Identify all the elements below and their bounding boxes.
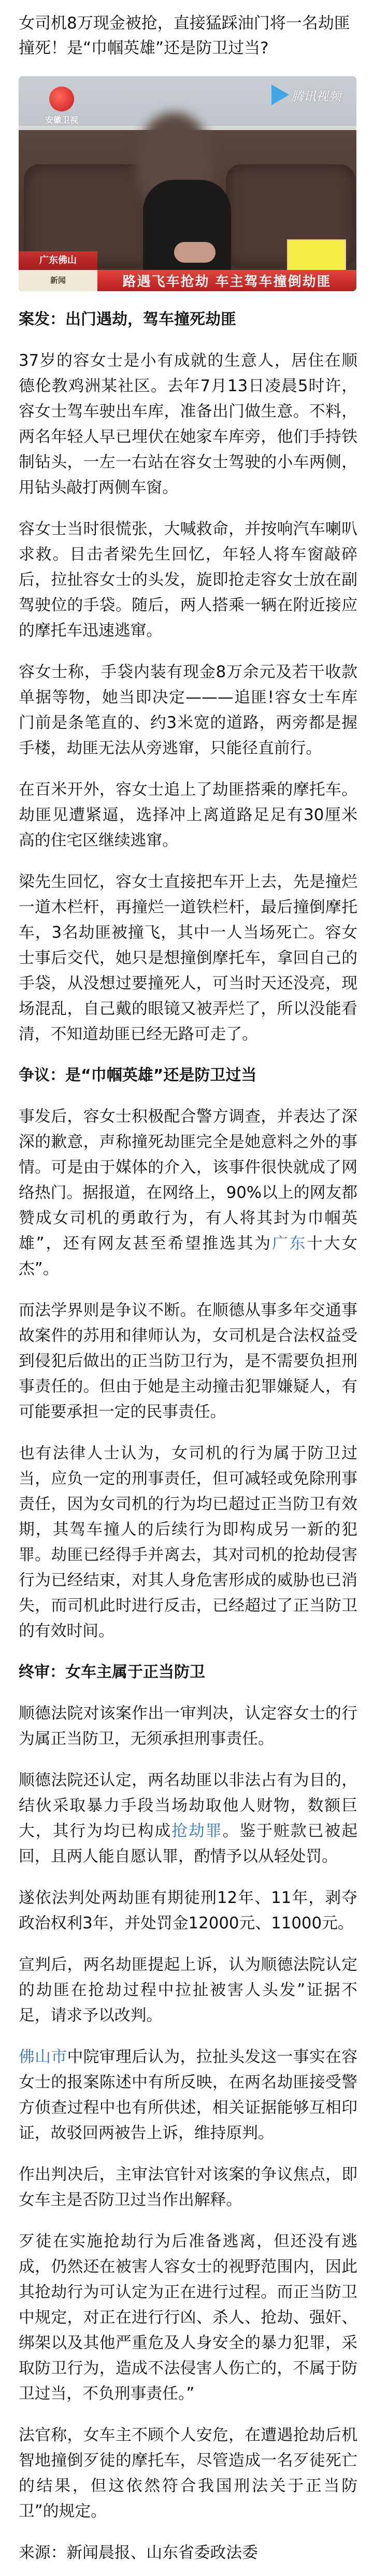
paragraph xyxy=(19,1104,357,1282)
article-image[interactable] xyxy=(19,76,356,291)
paragraph xyxy=(19,2044,357,2146)
text-segment: 法官称，女车主不顾个人安危，在遭遇抢劫后机智地撞倒歹徒的摩托车，尽管造成一名歹徒死亡的结果，但这依然符合我国刑法关于正当防卫”的规定。 xyxy=(19,2426,357,2521)
article-title: 女司机8万现金被抢，直接猛踩油门将一名劫匪撞死！是“巾帼英雄”还是防卫过当? xyxy=(19,14,350,58)
text-segment: 来源：新闻晨报、山东省委政法委 xyxy=(19,2543,258,2562)
text-segment: 终审：女车主属于正当防卫 xyxy=(19,1663,205,1681)
paragraph xyxy=(19,2423,357,2524)
inline-link[interactable]: 佛山市 xyxy=(19,2048,67,2066)
section-heading xyxy=(19,1063,357,1088)
channel-logo-icon xyxy=(49,87,74,111)
paragraph xyxy=(19,2229,357,2407)
paragraph xyxy=(19,777,357,853)
channel-logo: 安徽卫视 xyxy=(38,87,85,125)
text-segment: 37岁的容女士是小有成就的生意人，居住在顺德伦教鸡洲某社区。去年7月13日凌晨5时许，容女士驾车驶出车库，准备出门做生意。不料，两名年轻人早已埋伏在她家车库旁，他们手持铁制钻头，一左一右站在容女士驾驶的小车两侧，用钻头敲打两侧车窗。 xyxy=(19,351,357,497)
text-segment: 梁先生回忆，容女士直接把车开上去，先是撞烂一道木栏杆，再撞烂一道铁栏杆，最后撞倒摩托车，3名劫匪被撞飞，其中一人当场死亡。容女士事后交代，她只是想撞倒摩托车，拿回自己的手袋，从没想过要撞死人，可当时天还没亮，现场混乱，自己戴的眼镜又被弄烂了，所以没能看清，不知道劫匪已经无路可走了。 xyxy=(19,872,357,1043)
program-logo: 新闻 xyxy=(19,270,97,291)
text-segment: 作出判决后，主审法官针对该案的争议焦点，即女车主是否防卫过当作出解释。 xyxy=(19,2165,357,2209)
text-segment: 顺德法院对该案作出一审判决，认定容女士的行为属正当防卫，无须承担刑事责任。 xyxy=(19,1704,357,1748)
text-segment: 顺德法院还认定，两名劫匪以非法占有为目的，结伙采取暴力手段当场劫取他人财物，数额巨大，其行为均已构成 xyxy=(19,1771,357,1840)
text-segment: 事发后，容女士积极配合警方调查，并表达了深深的歉意，声称撞死劫匪完全是她意料之外的事情。可是由于媒体的介入，该事件很快就成了网络热门。据报道，在网络上，90%以上的网友都赞成女司机的勇敢行为，有人将其封为巾帼英雄”，还有网友甚至希望推选其为 xyxy=(19,1107,357,1253)
paragraph xyxy=(19,348,357,500)
paragraph xyxy=(19,517,357,643)
section-heading xyxy=(19,1660,357,1685)
text-segment: 案发：出门遇劫，驾车撞死劫匪 xyxy=(19,310,236,328)
text-segment: 宣判后，两名劫匪提起上诉，认为顺德法院认定的劫匪在抢劫过程中拉扯被害人头发”证据不足，请求予以改判。 xyxy=(19,1955,357,2025)
inline-link[interactable]: 抢劫罪 xyxy=(171,1822,223,1840)
text-segment: 。鉴于赃款已被起回，且两人能自愿认罪，酌情予以从轻处罚。 xyxy=(19,1822,358,1866)
text-segment: 而法学界则是争议不断。在顺德从事多年交通事故案件的苏用和律师认为，女司机是合法权益受到侵犯后做出的正当防卫行为，是不需要负担刑事责任的。但由于她是主动撞击犯罪嫌疑人，有可能要承担一定的民事责任。 xyxy=(19,1301,357,1421)
paragraph xyxy=(19,1952,357,2028)
play-icon xyxy=(271,84,289,105)
location-tag: 广东佛山 xyxy=(19,251,97,270)
caption-text: 路遇飞车抢劫 车主驾车撞倒劫匪 xyxy=(122,274,332,290)
text-segment: 争议：是“巾帼英雄”还是防卫过当 xyxy=(19,1066,257,1084)
paragraph xyxy=(19,660,357,761)
caption-banner xyxy=(19,270,356,291)
hands xyxy=(174,242,216,263)
text-segment: 也有法律人士认为，女司机的行为属于防卫过当，应负一定的刑事责任，但可减轻或免除刑事责任，因为女司机的行为均已超过正当防卫有效期，其驾车撞人的后续行为即构成另一新的犯罪。劫匪已经得手并离去，其对司机的抢劫侵害行为已经结束，对其人身危害形成的威胁也已消失，而司机此时进行反击，已经超过了正当防卫的有效时间。 xyxy=(19,1444,357,1640)
paragraph xyxy=(19,1298,357,1425)
paragraph xyxy=(19,869,357,1047)
article-body xyxy=(19,307,357,2566)
paragraph xyxy=(19,1768,357,1869)
text-segment: 遂依法判处两劫匪有期徒刑12年、11年，剥夺政治权利3年，并处罚金12000元、11000元。 xyxy=(19,1888,357,1933)
text-segment: 在百米开外，容女士追上了劫匪搭乘的摩托车。劫匪见遭紧逼，选择冲上离道路足足有30厘米高的住宅区继续逃窜。 xyxy=(19,780,357,850)
paragraph xyxy=(19,1885,357,1936)
section-heading xyxy=(19,307,357,332)
paragraph xyxy=(19,2540,357,2566)
text-segment: 十大女杰”。 xyxy=(19,1234,358,1278)
text-segment: 容女士当时很慌张，大喊救命，并按响汽车喇叭求救。目击者梁先生回忆，年轻人将车窗敲碎后，拉扯容女士的头发，旋即抢走容女士放在副驾驶位的手袋。随后，两人搭乘一辆在附近接应的摩托车迅速逃窜。 xyxy=(19,520,357,640)
text-segment: 歹徒在实施抢劫行为后准备逃离，但还没有逃成，仍然还在被害人容女士的视野范围内，因此其抢劫行为可认定为正在进行过程。而正当防卫中规定，对正在进行行凶、杀人、抢劫、强奸、绑架以及其他严重危及人身安全的暴力犯罪，采取防卫行为，造成不法侵害人伤亡的，不属于防卫过当，不负刑事责任。” xyxy=(19,2232,357,2403)
paragraph xyxy=(19,2162,357,2213)
text-segment: 中院审理后认为，拉扯头发这一事实在容女士的报案陈述中有所反映，在两名劫匪接受警方侦查过程中也有所供述，相关证据能够互相印证，故驳回两被告上诉，维持原判。 xyxy=(19,2048,358,2142)
paragraph xyxy=(19,1701,357,1752)
inline-link[interactable]: 广东 xyxy=(271,1234,307,1253)
platform-logo: 腾讯视频 xyxy=(271,84,341,105)
paragraph xyxy=(19,1441,357,1644)
person xyxy=(143,180,231,283)
text-segment: 容女士称，手袋内装有现金8万余元及若干收款单据等物，她当即决定———追匪!容女士车库门前是条笔直的、约3米宽的道路，两旁都是握手楼，劫匪无法从旁逃窜，只能径直前行。 xyxy=(19,663,357,757)
